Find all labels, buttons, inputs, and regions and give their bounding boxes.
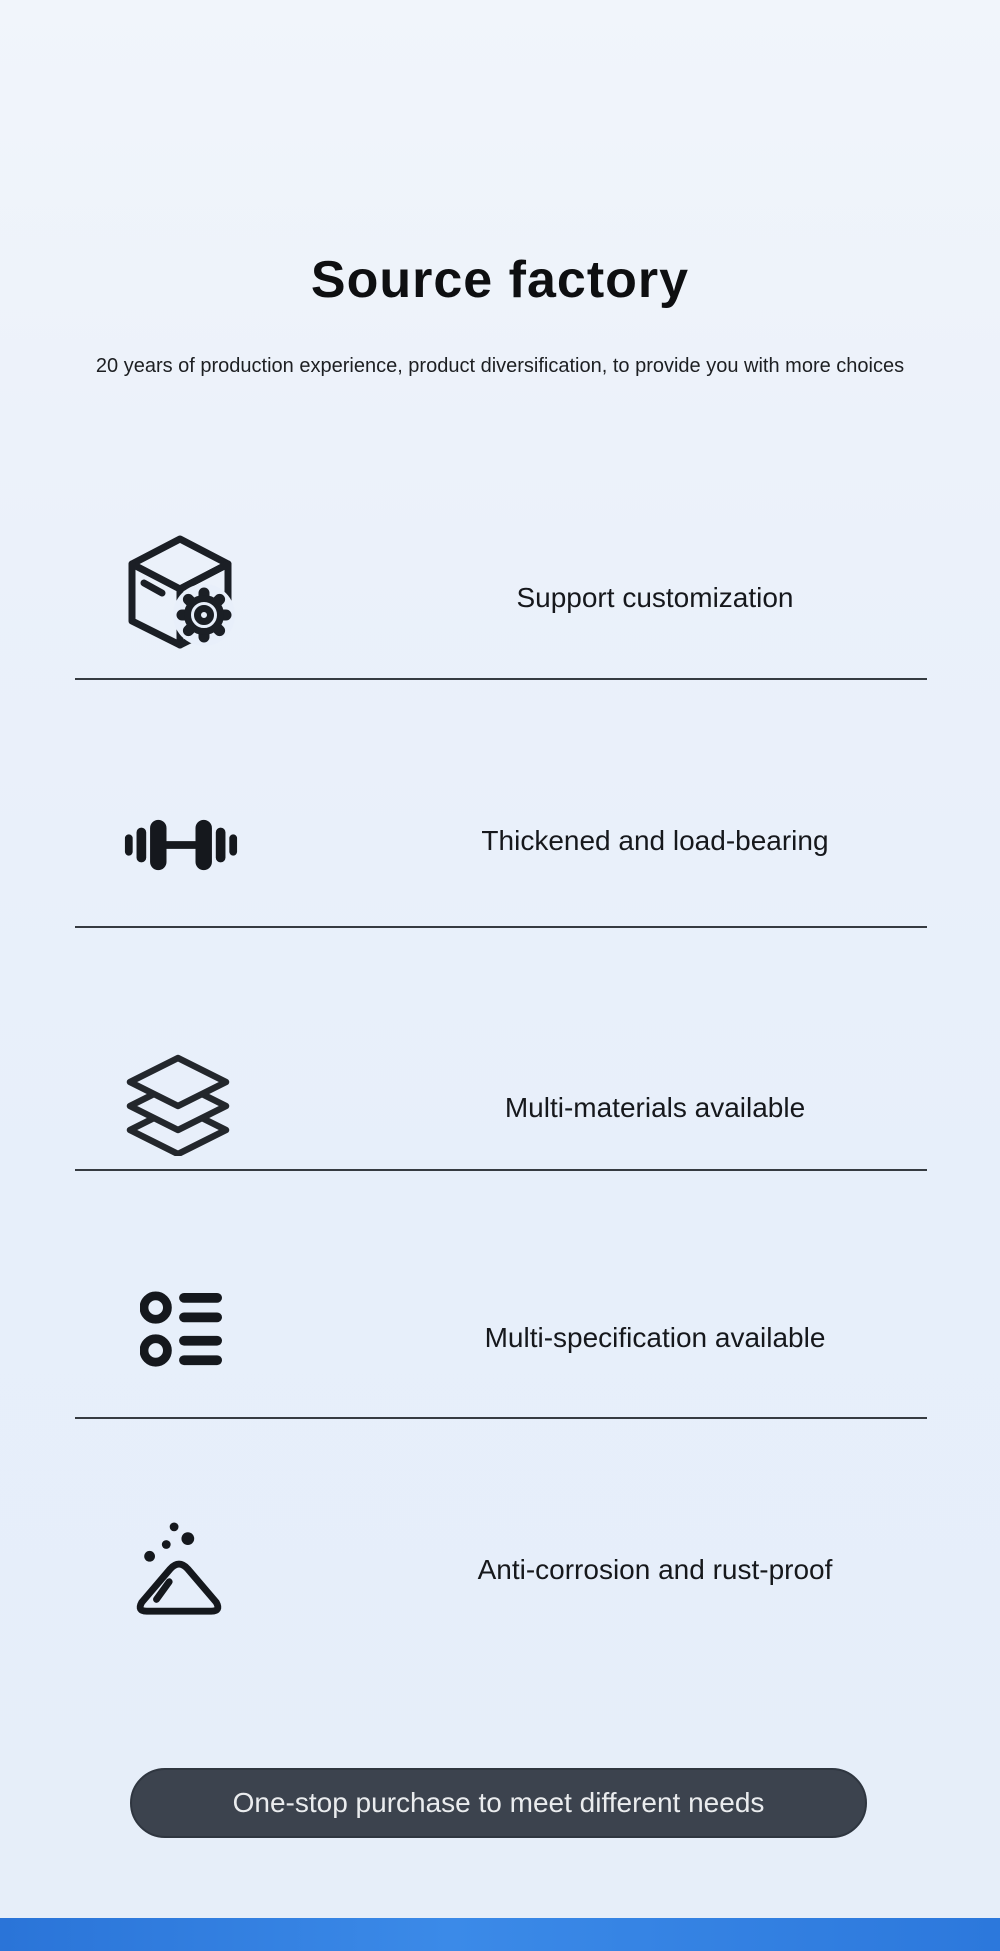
feature-label: Thickened and load-bearing	[481, 825, 829, 856]
dumbbell-icon	[122, 816, 240, 874]
feature-label: Anti-corrosion and rust-proof	[477, 1554, 833, 1585]
page-title: Source factory	[310, 251, 690, 309]
feature-label: Multi-materials available	[504, 1092, 806, 1123]
divider	[75, 926, 927, 928]
divider	[75, 1169, 927, 1171]
layers-icon	[122, 1054, 234, 1156]
one-stop-purchase-button[interactable]: One-stop purchase to meet different needs	[130, 1768, 867, 1838]
spec-list-icon	[140, 1291, 226, 1369]
page-subtitle: 20 years of production experience, product diversification, to provide you with more choices	[95, 355, 905, 377]
bottom-accent-bar	[0, 1918, 1000, 1951]
divider	[75, 678, 927, 680]
divider	[75, 1417, 927, 1419]
cube-gear-icon	[122, 533, 238, 649]
feature-label: Multi-specification available	[484, 1322, 826, 1353]
feature-label: Support customization	[516, 582, 794, 613]
anti-corrosion-icon	[130, 1520, 228, 1618]
